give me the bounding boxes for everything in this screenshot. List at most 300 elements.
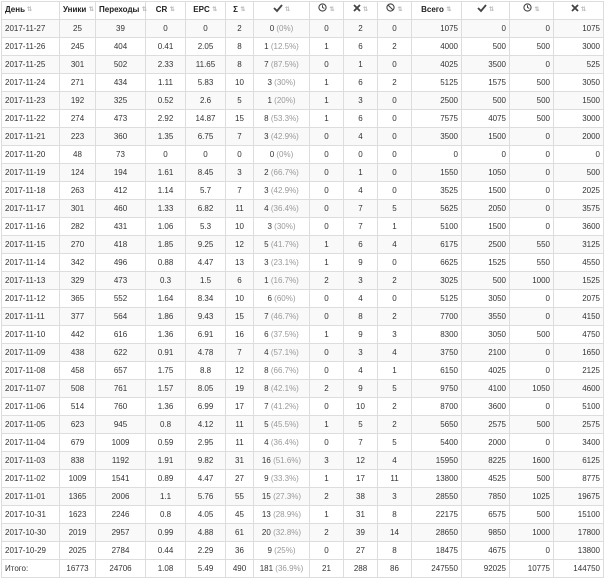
trash-cell: 5 xyxy=(378,200,412,218)
col-total-approved-header[interactable] xyxy=(462,2,510,20)
total-cell: 13800 xyxy=(412,470,462,488)
col-pending-header[interactable] xyxy=(310,2,344,20)
epc-cell: 5.83 xyxy=(186,74,226,92)
total-pending-cell: 0 xyxy=(510,182,554,200)
sum-cell: 55 xyxy=(226,488,254,506)
pending-cell: 0 xyxy=(310,164,344,182)
total-cell: 3525 xyxy=(412,182,462,200)
check-icon xyxy=(273,2,283,18)
day-cell: 2017-11-23 xyxy=(2,92,60,110)
approved-count: 6 xyxy=(264,329,269,339)
cr-cell: 1.61 xyxy=(146,164,186,182)
check-icon xyxy=(477,2,487,18)
approved-cell xyxy=(254,74,310,92)
total-cell: 15950 xyxy=(412,452,462,470)
trash-cell: 2 xyxy=(378,416,412,434)
total-rejected-cell: 0 xyxy=(554,146,604,164)
approved-percent: (66.7%) xyxy=(270,167,299,177)
stats-table-wrapper xyxy=(1,1,603,578)
pending-cell: 0 xyxy=(310,290,344,308)
totals-total-rejected: 144750 xyxy=(554,560,604,578)
approved-percent: (0%) xyxy=(276,149,294,159)
cr-cell: 0 xyxy=(146,20,186,38)
epc-cell: 1.5 xyxy=(186,272,226,290)
epc-cell: 9.43 xyxy=(186,308,226,326)
approved-cell xyxy=(254,182,310,200)
approved-cell xyxy=(254,362,310,380)
total-pending-cell: 550 xyxy=(510,254,554,272)
sum-cell: 27 xyxy=(226,470,254,488)
total-rejected-cell: 2000 xyxy=(554,128,604,146)
sum-cell: 16 xyxy=(226,326,254,344)
sort-arrows-icon: ⇅ xyxy=(240,7,246,14)
table-row xyxy=(2,308,604,326)
table-row xyxy=(2,92,604,110)
day-cell: 2017-11-09 xyxy=(2,344,60,362)
table-row xyxy=(2,524,604,542)
total-pending-cell: 500 xyxy=(510,416,554,434)
total-approved-cell: 500 xyxy=(462,38,510,56)
col-sum-header[interactable] xyxy=(226,2,254,20)
cr-cell: 0.8 xyxy=(146,506,186,524)
total-pending-cell: 0 xyxy=(510,56,554,74)
pending-cell: 0 xyxy=(310,344,344,362)
approved-percent: (46.7%) xyxy=(270,311,299,321)
pending-cell: 3 xyxy=(310,452,344,470)
clicks-cell: 360 xyxy=(96,128,146,146)
total-approved-cell: 2000 xyxy=(462,434,510,452)
total-cell: 8300 xyxy=(412,326,462,344)
clicks-cell: 404 xyxy=(96,38,146,56)
cr-cell: 1.36 xyxy=(146,398,186,416)
epc-cell: 4.78 xyxy=(186,344,226,362)
total-rejected-cell: 2075 xyxy=(554,290,604,308)
pending-cell: 2 xyxy=(310,380,344,398)
total-rejected-cell: 3050 xyxy=(554,74,604,92)
total-cell: 6625 xyxy=(412,254,462,272)
pending-cell: 1 xyxy=(310,254,344,272)
day-cell: 2017-11-06 xyxy=(2,398,60,416)
pending-cell: 1 xyxy=(310,470,344,488)
col-day-header[interactable] xyxy=(2,2,60,20)
pending-cell: 0 xyxy=(310,434,344,452)
total-rejected-cell: 3000 xyxy=(554,110,604,128)
sort-arrows-icon: ⇅ xyxy=(534,7,540,14)
total-cell: 6150 xyxy=(412,362,462,380)
pending-cell: 0 xyxy=(310,182,344,200)
total-rejected-cell: 4600 xyxy=(554,380,604,398)
epc-cell: 6.91 xyxy=(186,326,226,344)
totals-trash: 86 xyxy=(378,560,412,578)
sum-cell: 11 xyxy=(226,434,254,452)
total-cell: 9750 xyxy=(412,380,462,398)
table-row xyxy=(2,218,604,236)
cr-cell: 0.41 xyxy=(146,38,186,56)
approved-count: 16 xyxy=(261,455,271,465)
trash-cell: 8 xyxy=(378,542,412,560)
totals-uniques: 16773 xyxy=(60,560,96,578)
sum-cell: 45 xyxy=(226,506,254,524)
total-approved-cell: 2575 xyxy=(462,416,510,434)
totals-approved-count: 181 xyxy=(259,563,274,573)
approved-percent: (36.4%) xyxy=(270,437,299,447)
total-rejected-cell: 13800 xyxy=(554,542,604,560)
clicks-cell: 473 xyxy=(96,110,146,128)
approved-count: 4 xyxy=(264,347,269,357)
day-cell: 2017-10-31 xyxy=(2,506,60,524)
pending-cell: 0 xyxy=(310,218,344,236)
sum-cell: 11 xyxy=(226,200,254,218)
totals-approved-percent: (36.9%) xyxy=(275,563,304,573)
col-cr-header[interactable] xyxy=(146,2,186,20)
clicks-cell: 2006 xyxy=(96,488,146,506)
cr-cell: 2.92 xyxy=(146,110,186,128)
total-approved-cell: 0 xyxy=(462,146,510,164)
trash-cell: 5 xyxy=(378,434,412,452)
cr-cell: 0.89 xyxy=(146,470,186,488)
table-row xyxy=(2,254,604,272)
trash-cell: 2 xyxy=(378,398,412,416)
clicks-cell: 761 xyxy=(96,380,146,398)
total-pending-cell: 500 xyxy=(510,470,554,488)
approved-cell xyxy=(254,254,310,272)
rejected-cell: 5 xyxy=(344,416,378,434)
total-cell: 1550 xyxy=(412,164,462,182)
rejected-cell: 4 xyxy=(344,362,378,380)
cr-cell: 1.33 xyxy=(146,200,186,218)
total-approved-cell: 500 xyxy=(462,92,510,110)
total-approved-cell: 3050 xyxy=(462,326,510,344)
rejected-cell: 6 xyxy=(344,38,378,56)
total-rejected-cell: 15100 xyxy=(554,506,604,524)
sort-arrows-icon: ⇅ xyxy=(284,7,291,14)
pending-cell: 1 xyxy=(310,326,344,344)
total-approved-cell: 7850 xyxy=(462,488,510,506)
trash-cell: 0 xyxy=(378,20,412,38)
approved-cell xyxy=(254,380,310,398)
total-cell: 5125 xyxy=(412,74,462,92)
sum-cell: 8 xyxy=(226,56,254,74)
rejected-cell: 1 xyxy=(344,56,378,74)
day-cell: 2017-11-25 xyxy=(2,56,60,74)
clicks-cell: 73 xyxy=(96,146,146,164)
clock-icon xyxy=(523,2,532,18)
uniques-cell: 270 xyxy=(60,236,96,254)
epc-cell: 4.47 xyxy=(186,254,226,272)
col-trash-header[interactable] xyxy=(378,2,412,20)
epc-cell: 2.6 xyxy=(186,92,226,110)
total-pending-cell: 0 xyxy=(510,128,554,146)
total-approved-cell: 1500 xyxy=(462,218,510,236)
total-pending-cell: 0 xyxy=(510,542,554,560)
total-pending-cell: 500 xyxy=(510,92,554,110)
approved-percent: (30%) xyxy=(274,221,296,231)
approved-count: 6 xyxy=(267,293,272,303)
clicks-cell: 622 xyxy=(96,344,146,362)
uniques-cell: 274 xyxy=(60,110,96,128)
total-cell: 3025 xyxy=(412,272,462,290)
pending-cell: 0 xyxy=(310,20,344,38)
approved-cell xyxy=(254,200,310,218)
approved-cell xyxy=(254,434,310,452)
total-cell: 7575 xyxy=(412,110,462,128)
cr-cell: 1.57 xyxy=(146,380,186,398)
approved-count: 3 xyxy=(264,185,269,195)
epc-cell: 8.05 xyxy=(186,380,226,398)
total-pending-cell: 500 xyxy=(510,326,554,344)
table-row xyxy=(2,20,604,38)
sort-arrows-icon: ⇅ xyxy=(488,7,495,14)
totals-total: 247550 xyxy=(412,560,462,578)
approved-count: 7 xyxy=(264,401,269,411)
pending-cell: 0 xyxy=(310,362,344,380)
approved-percent: (66.7%) xyxy=(270,365,299,375)
pending-cell: 0 xyxy=(310,128,344,146)
approved-cell xyxy=(254,398,310,416)
day-cell: 2017-10-30 xyxy=(2,524,60,542)
pending-cell: 1 xyxy=(310,110,344,128)
day-cell: 2017-11-10 xyxy=(2,326,60,344)
col-clicks-header[interactable] xyxy=(96,2,146,20)
total-rejected-cell: 500 xyxy=(554,164,604,182)
total-rejected-cell: 1525 xyxy=(554,272,604,290)
rejected-cell: 3 xyxy=(344,344,378,362)
approved-percent: (42.9%) xyxy=(270,131,299,141)
total-approved-cell: 1575 xyxy=(462,74,510,92)
sort-arrows-icon: ⇅ xyxy=(88,7,94,14)
table-row xyxy=(2,200,604,218)
rejected-cell: 6 xyxy=(344,236,378,254)
total-cell: 4025 xyxy=(412,56,462,74)
total-pending-cell: 0 xyxy=(510,398,554,416)
table-row xyxy=(2,56,604,74)
approved-cell xyxy=(254,110,310,128)
clicks-cell: 460 xyxy=(96,200,146,218)
trash-cell: 8 xyxy=(378,506,412,524)
total-cell: 5625 xyxy=(412,200,462,218)
cr-cell: 1.06 xyxy=(146,218,186,236)
approved-cell xyxy=(254,326,310,344)
day-cell: 2017-11-08 xyxy=(2,362,60,380)
day-cell: 2017-11-03 xyxy=(2,452,60,470)
approved-cell xyxy=(254,56,310,74)
sort-arrows-icon: ⇅ xyxy=(397,7,403,14)
col-total-pending-header[interactable] xyxy=(510,2,554,20)
rejected-cell: 3 xyxy=(344,92,378,110)
uniques-cell: 1009 xyxy=(60,470,96,488)
sum-cell: 15 xyxy=(226,110,254,128)
total-cell: 0 xyxy=(412,146,462,164)
total-cell: 22175 xyxy=(412,506,462,524)
cr-cell: 1.1 xyxy=(146,488,186,506)
table-row xyxy=(2,488,604,506)
totals-total-approved: 92025 xyxy=(462,560,510,578)
epc-cell: 8.34 xyxy=(186,290,226,308)
clicks-cell: 1192 xyxy=(96,452,146,470)
rejected-cell: 6 xyxy=(344,110,378,128)
rejected-cell: 6 xyxy=(344,74,378,92)
table-row xyxy=(2,434,604,452)
approved-count: 13 xyxy=(261,509,271,519)
total-rejected-cell: 525 xyxy=(554,56,604,74)
day-cell: 2017-11-20 xyxy=(2,146,60,164)
total-approved-cell: 1500 xyxy=(462,128,510,146)
approved-percent: (20%) xyxy=(274,95,296,105)
total-approved-cell: 1525 xyxy=(462,254,510,272)
total-rejected-cell: 1650 xyxy=(554,344,604,362)
approved-cell xyxy=(254,488,310,506)
approved-percent: (51.6%) xyxy=(273,455,302,465)
day-cell: 2017-11-01 xyxy=(2,488,60,506)
pending-cell: 1 xyxy=(310,38,344,56)
total-rejected-cell: 1075 xyxy=(554,20,604,38)
trash-cell: 2 xyxy=(378,74,412,92)
clicks-cell: 434 xyxy=(96,74,146,92)
sum-cell: 7 xyxy=(226,344,254,362)
table-row xyxy=(2,236,604,254)
uniques-cell: 438 xyxy=(60,344,96,362)
trash-cell: 3 xyxy=(378,326,412,344)
total-rejected-cell: 3000 xyxy=(554,38,604,56)
day-cell: 2017-11-18 xyxy=(2,182,60,200)
pending-cell: 0 xyxy=(310,542,344,560)
col-total-label: Всего xyxy=(421,5,444,15)
trash-cell: 0 xyxy=(378,56,412,74)
col-rejected-header[interactable] xyxy=(344,2,378,20)
sum-cell: 15 xyxy=(226,308,254,326)
clicks-cell: 552 xyxy=(96,290,146,308)
approved-percent: (41.7%) xyxy=(270,239,299,249)
trash-cell: 0 xyxy=(378,128,412,146)
total-pending-cell: 0 xyxy=(510,344,554,362)
blocked-icon xyxy=(386,2,395,18)
rejected-cell: 3 xyxy=(344,272,378,290)
trash-cell: 1 xyxy=(378,218,412,236)
day-cell: 2017-11-26 xyxy=(2,38,60,56)
total-approved-cell: 3500 xyxy=(462,56,510,74)
cr-cell: 0.59 xyxy=(146,434,186,452)
rejected-cell: 4 xyxy=(344,290,378,308)
trash-cell: 4 xyxy=(378,344,412,362)
totals-rejected: 288 xyxy=(344,560,378,578)
col-total-header[interactable] xyxy=(412,2,462,20)
total-cell: 5650 xyxy=(412,416,462,434)
pending-cell: 1 xyxy=(310,416,344,434)
approved-cell xyxy=(254,128,310,146)
clicks-cell: 616 xyxy=(96,326,146,344)
sum-cell: 12 xyxy=(226,362,254,380)
col-cr-label: CR xyxy=(155,5,168,15)
total-rejected-cell: 4550 xyxy=(554,254,604,272)
approved-count: 1 xyxy=(267,95,272,105)
trash-cell: 0 xyxy=(378,146,412,164)
totals-total-pending: 10775 xyxy=(510,560,554,578)
cr-cell: 1.86 xyxy=(146,308,186,326)
total-pending-cell: 500 xyxy=(510,506,554,524)
epc-cell: 9.25 xyxy=(186,236,226,254)
approved-cell xyxy=(254,290,310,308)
pending-cell: 0 xyxy=(310,200,344,218)
cr-cell: 0.44 xyxy=(146,542,186,560)
total-approved-cell: 8225 xyxy=(462,452,510,470)
rejected-cell: 38 xyxy=(344,488,378,506)
total-approved-cell: 4100 xyxy=(462,380,510,398)
approved-cell xyxy=(254,524,310,542)
epc-cell: 2.95 xyxy=(186,434,226,452)
cr-cell: 1.11 xyxy=(146,74,186,92)
day-cell: 2017-11-02 xyxy=(2,470,60,488)
trash-cell: 2 xyxy=(378,272,412,290)
totals-row xyxy=(2,560,604,578)
col-total-rejected-header[interactable] xyxy=(554,2,604,20)
approved-cell xyxy=(254,164,310,182)
approved-cell xyxy=(254,506,310,524)
trash-cell: 5 xyxy=(378,380,412,398)
col-uniques-label: Уники xyxy=(63,5,87,15)
total-cell: 2500 xyxy=(412,92,462,110)
approved-cell xyxy=(254,38,310,56)
pending-cell: 1 xyxy=(310,236,344,254)
total-cell: 3750 xyxy=(412,344,462,362)
total-cell: 4000 xyxy=(412,38,462,56)
stats-table xyxy=(1,1,604,578)
approved-percent: (28.9%) xyxy=(273,509,302,519)
trash-cell: 3 xyxy=(378,488,412,506)
total-pending-cell: 500 xyxy=(510,38,554,56)
total-rejected-cell: 4150 xyxy=(554,308,604,326)
pending-cell: 1 xyxy=(310,74,344,92)
clicks-cell: 431 xyxy=(96,218,146,236)
approved-count: 3 xyxy=(264,131,269,141)
col-sum-label: Σ xyxy=(233,5,238,15)
total-approved-cell: 1050 xyxy=(462,164,510,182)
col-approved-header[interactable] xyxy=(254,2,310,20)
col-day-label: День xyxy=(5,5,25,15)
table-row xyxy=(2,128,604,146)
sort-arrows-icon: ⇅ xyxy=(169,7,175,14)
total-pending-cell: 500 xyxy=(510,110,554,128)
cr-cell: 2.33 xyxy=(146,56,186,74)
table-row xyxy=(2,344,604,362)
col-epc-label: EPC xyxy=(193,5,210,15)
epc-cell: 0 xyxy=(186,20,226,38)
approved-percent: (0%) xyxy=(276,23,294,33)
pending-cell: 2 xyxy=(310,524,344,542)
trash-cell: 0 xyxy=(378,254,412,272)
approved-cell xyxy=(254,308,310,326)
sum-cell: 7 xyxy=(226,128,254,146)
approved-cell xyxy=(254,344,310,362)
uniques-cell: 282 xyxy=(60,218,96,236)
col-epc-header[interactable] xyxy=(186,2,226,20)
total-approved-cell: 3550 xyxy=(462,308,510,326)
epc-cell: 8.8 xyxy=(186,362,226,380)
table-row xyxy=(2,74,604,92)
sum-cell: 12 xyxy=(226,236,254,254)
col-uniques-header[interactable] xyxy=(60,2,96,20)
approved-cell xyxy=(254,452,310,470)
approved-cell xyxy=(254,146,310,164)
trash-cell: 1 xyxy=(378,362,412,380)
total-cell: 5100 xyxy=(412,218,462,236)
total-rejected-cell: 5100 xyxy=(554,398,604,416)
total-rejected-cell: 3575 xyxy=(554,200,604,218)
sort-arrows-icon: ⇅ xyxy=(329,7,335,14)
table-row xyxy=(2,470,604,488)
total-rejected-cell: 2025 xyxy=(554,182,604,200)
sum-cell: 19 xyxy=(226,380,254,398)
rejected-cell: 2 xyxy=(344,20,378,38)
